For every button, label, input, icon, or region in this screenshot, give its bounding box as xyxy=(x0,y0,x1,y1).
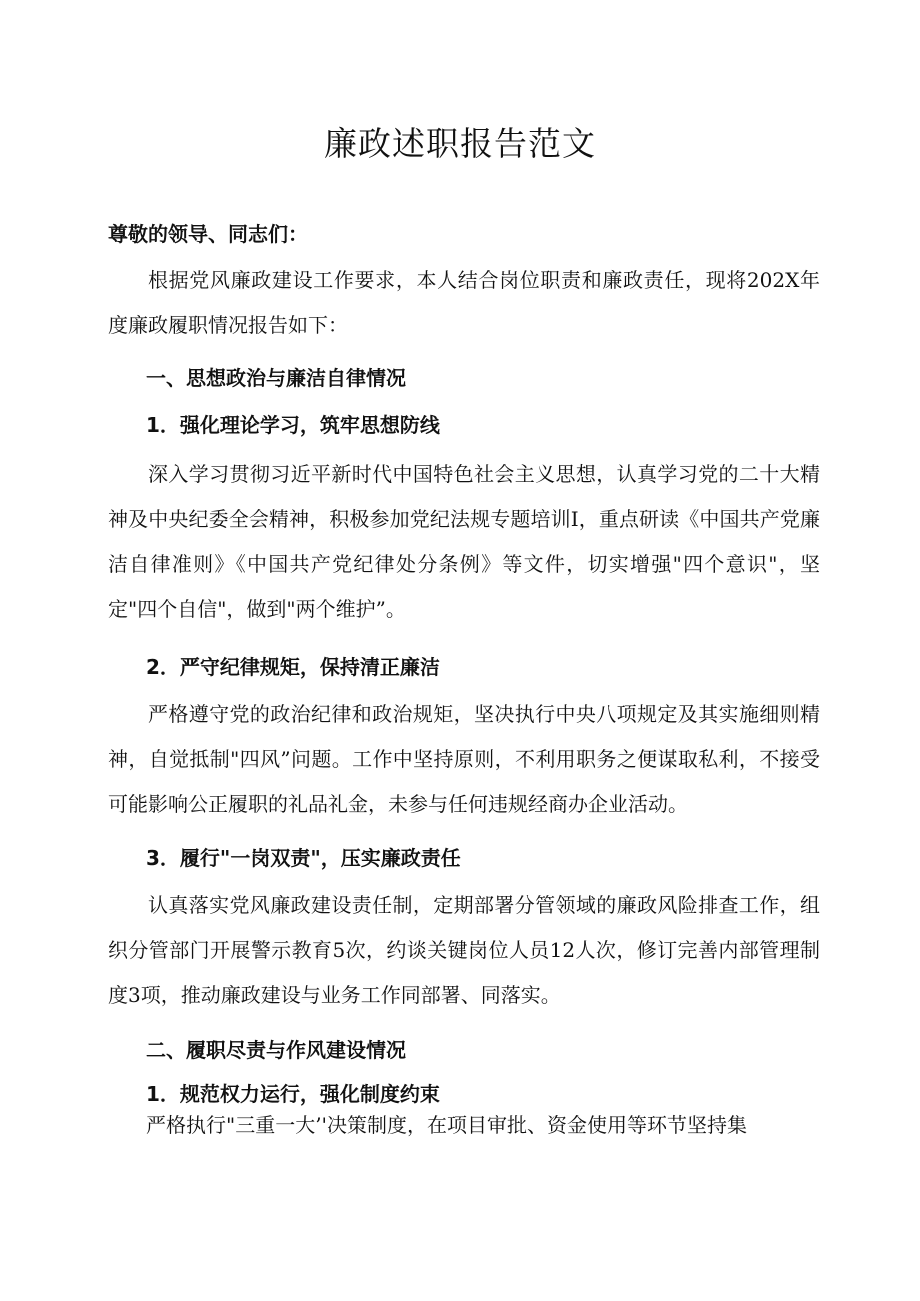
document-title: 廉政述职报告范文 xyxy=(324,124,596,163)
section-2-item-1-heading: 1．规范权力运行，强化制度约束 xyxy=(146,1082,440,1106)
section-1-item-3-heading: 3．履行"一岗双责"，压实廉政责任 xyxy=(146,846,461,870)
section-1-item-3-body: 认真落实党风廉政建设责任制，定期部署分管领域的廉政风险排查工作，组织分管部门开展警示教育5次，约谈关键岗位人员12人次，修订完善内部管理制度3项，推动廉政建设与业务工作同部署、同落实。 xyxy=(108,893,820,1007)
section-1-item-1-heading: 1．强化理论学习，筑牢思想防线 xyxy=(146,413,440,437)
section-1-item-2-body: 严格遵守党的政治纪律和政治规矩，坚决执行中央八项规定及其实施细则精神，自觉抵制"四风”问题。工作中坚持原则，不利用职务之便谋取私利，不接受可能影响公正履职的礼品礼金，未参与任何违规经商办企业活动。 xyxy=(108,702,820,816)
section-2-item-1-body: 严格执行"三重一大’'决策制度，在项目审批、资金使用等环节坚持集 xyxy=(146,1113,748,1137)
salutation: 尊敬的领导、同志们： xyxy=(108,222,308,246)
section-2-heading: 二、履职尽责与作风建设情况 xyxy=(146,1038,406,1062)
section-1-item-2-heading: 2．严守纪律规矩，保持清正廉洁 xyxy=(146,655,440,679)
section-1-item-1-body: 深入学习贯彻习近平新时代中国特色社会主义思想，认真学习党的二十大精神及中央纪委全会精神，积极参加党纪法规专题培训I，重点研读《中国共产党廉洁自律准则》《中国共产党纪律处分条例》等文件，切实增强"四个意识"，坚定"四个自信"，做到"两个维护”。 xyxy=(108,462,820,621)
section-1-heading: 一、思想政治与廉洁自律情况 xyxy=(146,366,406,390)
intro-paragraph: 根据党风廉政建设工作要求，本人结合岗位职责和廉政责任，现将202X年度廉政履职情况报告如下： xyxy=(108,268,820,337)
